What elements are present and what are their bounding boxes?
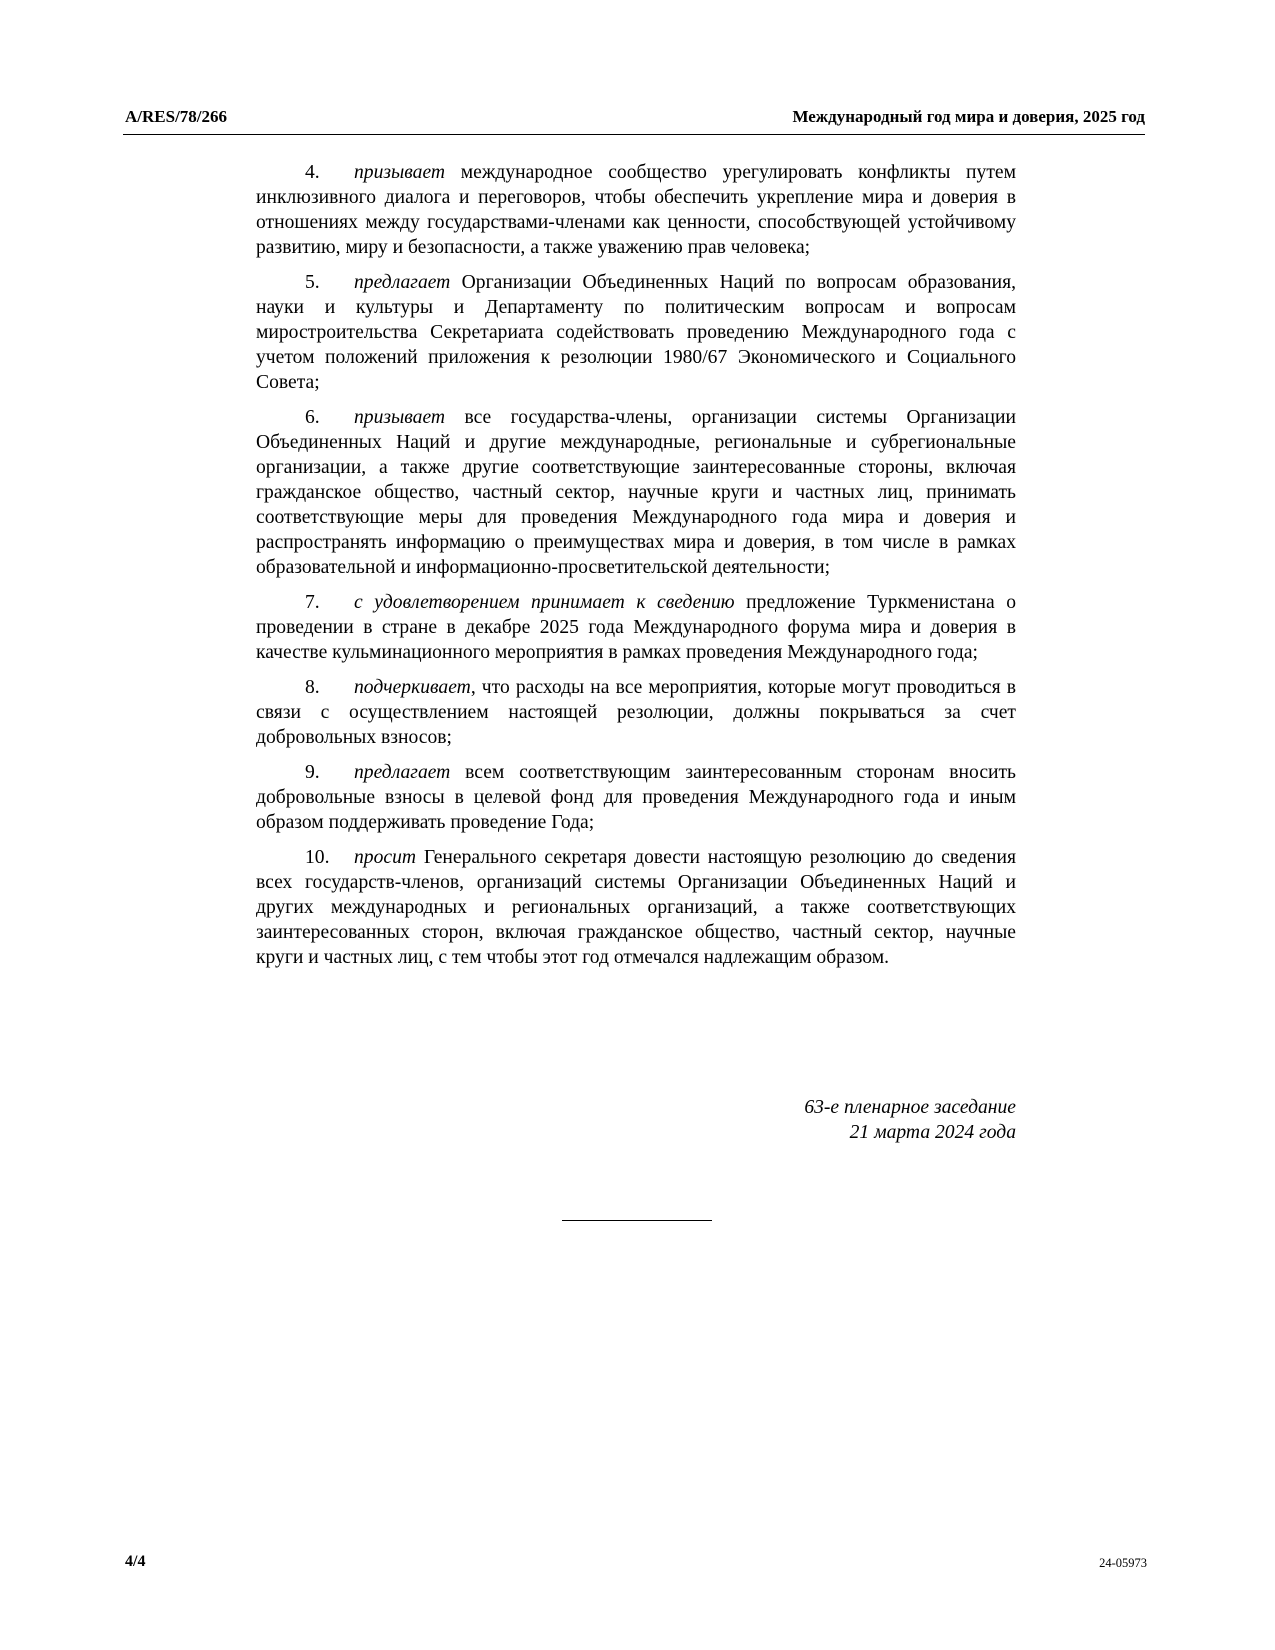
operative-verb: предлагает: [354, 272, 451, 293]
paragraph-text: Организации Объединенных Наций по вопросам образования, науки и культуры и Департаменту по политическим вопросам и вопросам миростроительства Секретариата содействовать проведению Международного года с учетом положений приложения к резолюции 1980/67 Экономического и Социального Совета;: [256, 272, 1016, 393]
paragraph-number: 10.: [305, 847, 330, 868]
paragraph-text: предложение Туркменистана о проведении в стране в декабре 2025 года Международного форума мира и доверия в качестве кульминационного мероприятия в рамках проведения Международного года;: [256, 592, 1016, 663]
header-title: Международный год мира и доверия, 2025 год: [792, 107, 1145, 126]
paragraph-number: 5.: [305, 272, 320, 293]
paragraph-text: международное сообщество урегулировать конфликты путем инклюзивного диалога и переговоров, чтобы обеспечить укрепление мира и доверия в отношениях между государствами-членами как ценности, способствующей устойчивому развитию, миру и безопасности, а также уважению прав человека;: [256, 162, 1016, 258]
plenary-meeting: 63-е пленарное заседание: [804, 1097, 1016, 1118]
paragraph-10: [256, 845, 1016, 970]
page-number: 4/4: [125, 1553, 146, 1570]
paragraph-text: Генерального секретаря довести настоящую резолюцию до сведения всех государств-членов, организаций системы Организации Объединенных Наций и других международных и региональных организаций, а также соответствующих заинтересованных сторон, включая гражданское общество, частный сектор, научные круги и частных лиц, с тем чтобы этот год отмечался надлежащим образом.: [256, 847, 1016, 968]
document-number: 24-05973: [1099, 1556, 1147, 1570]
paragraph-number: 8.: [305, 677, 320, 698]
end-divider: [562, 1220, 712, 1221]
adoption-date: 21 марта 2024 года: [849, 1122, 1016, 1143]
operative-verb: предлагает: [354, 762, 451, 783]
paragraph-5: [256, 270, 1016, 395]
paragraph-number: 9.: [305, 762, 320, 783]
paragraph-text: все государства-члены, организации системы Организации Объединенных Наций и другие международные, региональные и субрегиональные организации, а также другие соответствующие заинтересованные стороны, включая гражданское общество, частный сектор, научные круги и частных лиц, принимать соответствующие меры для проведения Международного года мира и доверия и распространять информацию о преимуществах мира и доверия, в том числе в рамках образовательной и информационно-просветительской деятельности;: [256, 407, 1016, 578]
paragraph-7: [256, 590, 1016, 665]
document-symbol: A/RES/78/266: [125, 107, 228, 126]
paragraph-9: [256, 760, 1016, 835]
paragraph-text: , что расходы на все мероприятия, которые могут проводиться в связи с осуществлением настоящей резолюции, должны покрываться за счет добровольных взносов;: [256, 677, 1016, 748]
paragraph-8: [256, 675, 1016, 750]
paragraph-6: [256, 405, 1016, 580]
operative-verb: призывает: [354, 407, 446, 428]
operative-verb: подчеркивает: [354, 677, 471, 698]
operative-verb: призывает: [354, 162, 446, 183]
operative-verb: с удовлетворением принимает к сведению: [354, 592, 735, 613]
adoption-note: [256, 1095, 1016, 1145]
paragraph-4: [256, 160, 1016, 260]
paragraph-text: всем соответствующим заинтересованным сторонам вносить добровольные взносы в целевой фонд для проведения Международного года и иным образом поддерживать проведение Года;: [256, 762, 1016, 833]
paragraph-number: 4.: [305, 162, 320, 183]
paragraph-number: 6.: [305, 407, 320, 428]
resolution-body: [256, 160, 1016, 980]
operative-verb: просит: [354, 847, 417, 868]
paragraph-number: 7.: [305, 592, 320, 613]
running-header: [123, 103, 1145, 135]
